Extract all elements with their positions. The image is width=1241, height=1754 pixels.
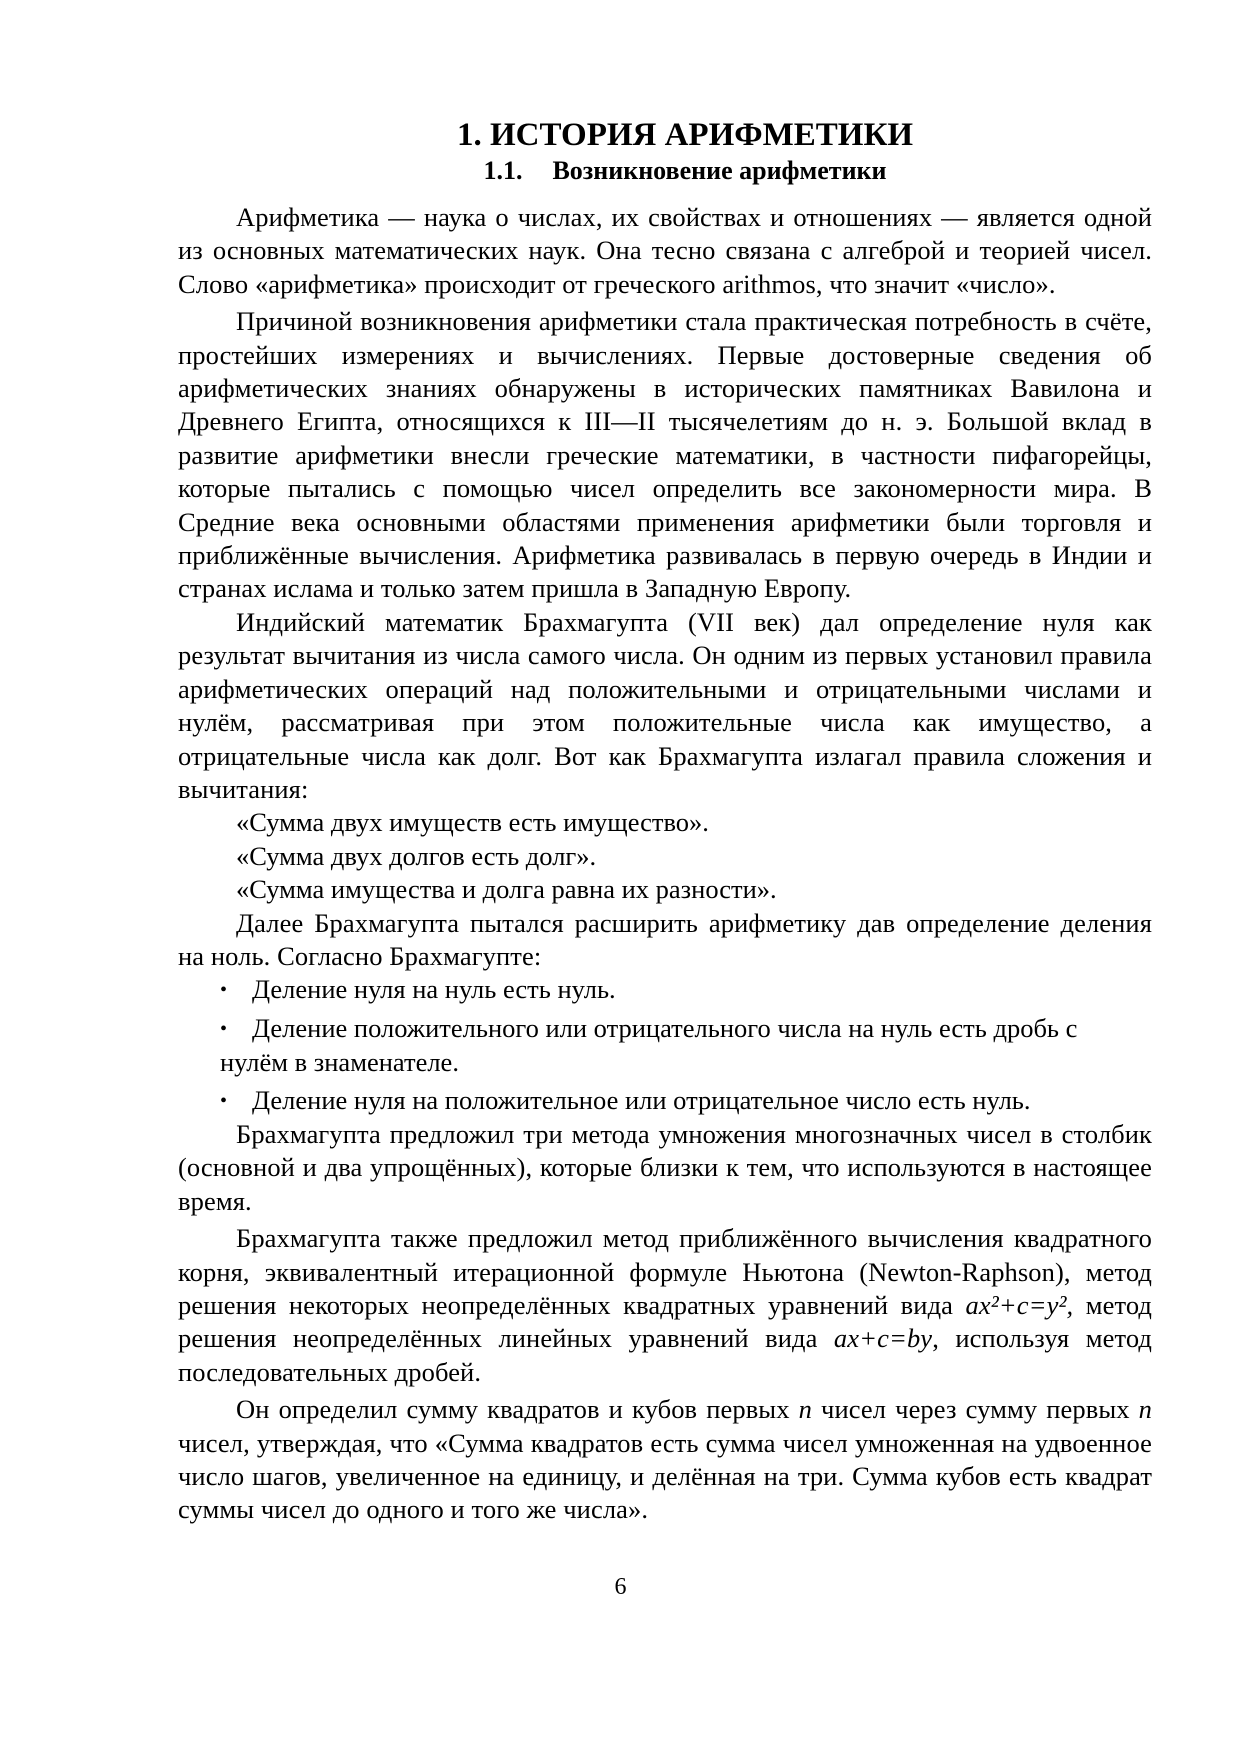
page-number: 6 bbox=[614, 1574, 627, 1600]
variable-n: n bbox=[1138, 1394, 1152, 1425]
section-heading bbox=[178, 155, 1152, 187]
text-run: Брахмагупта также предложил метод приближённого вычисления квадратного корня, эквивалентный итерационной формуле Ньютона (Newton-Raphson), метод решения некоторых неопределённых квадратных уравнений вида bbox=[178, 1223, 1152, 1320]
section-number: 1.1. bbox=[483, 156, 523, 185]
list-item-text: Деление нуля на нуль есть нуль. bbox=[252, 974, 616, 1005]
paragraph-origin: Причиной возникновения арифметики стала практическая потребность в счёте, простейших измерениях и вычислениях. Первые достоверные сведения об арифметических знаниях обнаружены в исторических памятниках Вавилона и Древнего Египта, относящихся к III—II тысячелетиям до н. э. Большой вклад в развитие арифметики внесли греческие математики, в частности пифагорейцы, которые пытались с помощью чисел определить все закономерности мира. В Средние века основными областями применения арифметики были торговля и приближённые вычисления. Арифметика развивалась в первую очередь в Индии и странах ислама и только затем пришла в Западную Европу. bbox=[178, 306, 1152, 604]
bullet-icon: • bbox=[220, 979, 228, 1002]
chapter-title: 1. ИСТОРИЯ АРИФМЕТИКИ bbox=[456, 117, 914, 153]
quote-sum-debts: «Сумма двух долгов есть долг». bbox=[236, 840, 597, 871]
paragraph-sums bbox=[178, 1393, 1152, 1527]
section-title: Возникновение арифметики bbox=[552, 156, 887, 185]
division-rules-list bbox=[178, 973, 1152, 1118]
list-item-text: Деление положительного или отрицательного числа на нуль есть дробь с нулём в знаменателе. bbox=[220, 1012, 1078, 1078]
paragraph-multiplication: Брахмагупта предложил три метода умножения многозначных чисел в столбик (основной и два упрощённых), которые близки к тем, что используются в настоящее время. bbox=[178, 1118, 1152, 1216]
document-page bbox=[178, 115, 1152, 1527]
quote-sum-assets: «Сумма двух имуществ есть имущество». bbox=[236, 807, 709, 838]
list-item-text: Деление нуля на положительное или отрицательное число есть нуль. bbox=[252, 1084, 1031, 1115]
text-run: чисел через сумму первых bbox=[811, 1394, 1139, 1425]
text-run: метод решения неопределённых линейных уравнений вида bbox=[178, 1290, 1152, 1354]
text-run: чисел, утверждая, что «Сумма квадратов есть сумма чисел умноженная на удвоенное число шагов, увеличенное на единицу, и делённая на три. Сумма кубов есть квадрат суммы чисел до одного и того же числа». bbox=[178, 1427, 1152, 1525]
quote-sum-asset-debt: «Сумма имущества и долга равна их разности». bbox=[236, 874, 777, 905]
text-run: , используя метод последовательных дробей. bbox=[178, 1323, 1152, 1387]
paragraph-brahmagupta-zero: Индийский математик Брахмагупта (VII век) дал определение нуля как результат вычитания из числа самого числа. Он одним из первых установил правила арифметических операций над положительными и отрицательными числами и нулём, рассматривая при этом положительные числа как имущество, а отрицательные числа как долг. Вот как Брахмагупта излагал правила сложения и вычитания: bbox=[178, 606, 1152, 804]
text-run: Он определил сумму квадратов и кубов первых bbox=[236, 1394, 799, 1425]
list-item bbox=[178, 973, 1152, 1007]
formula-quadratic: ax²+c=y², bbox=[965, 1290, 1074, 1320]
paragraph-definition: Арифметика — наука о числах, их свойствах и отношениях — является одной из основных математических наук. Она тесно связана с алгеброй и теорией чисел. Слово «арифметика» происходит от греческого arithmos, что значит «число». bbox=[178, 202, 1152, 299]
variable-n: n bbox=[798, 1394, 812, 1425]
list-item bbox=[178, 1012, 1152, 1080]
bullet-icon: • bbox=[220, 1089, 228, 1112]
paragraph-division-by-zero: Далее Брахмагупта пытался расширить арифметику дав определение деления на ноль. Согласно Брахмагупте: bbox=[178, 907, 1152, 971]
bullet-icon: • bbox=[220, 1017, 228, 1040]
list-item bbox=[178, 1084, 1152, 1118]
formula-linear: ax+c=by bbox=[833, 1323, 933, 1354]
paragraph-square-root bbox=[178, 1222, 1152, 1389]
